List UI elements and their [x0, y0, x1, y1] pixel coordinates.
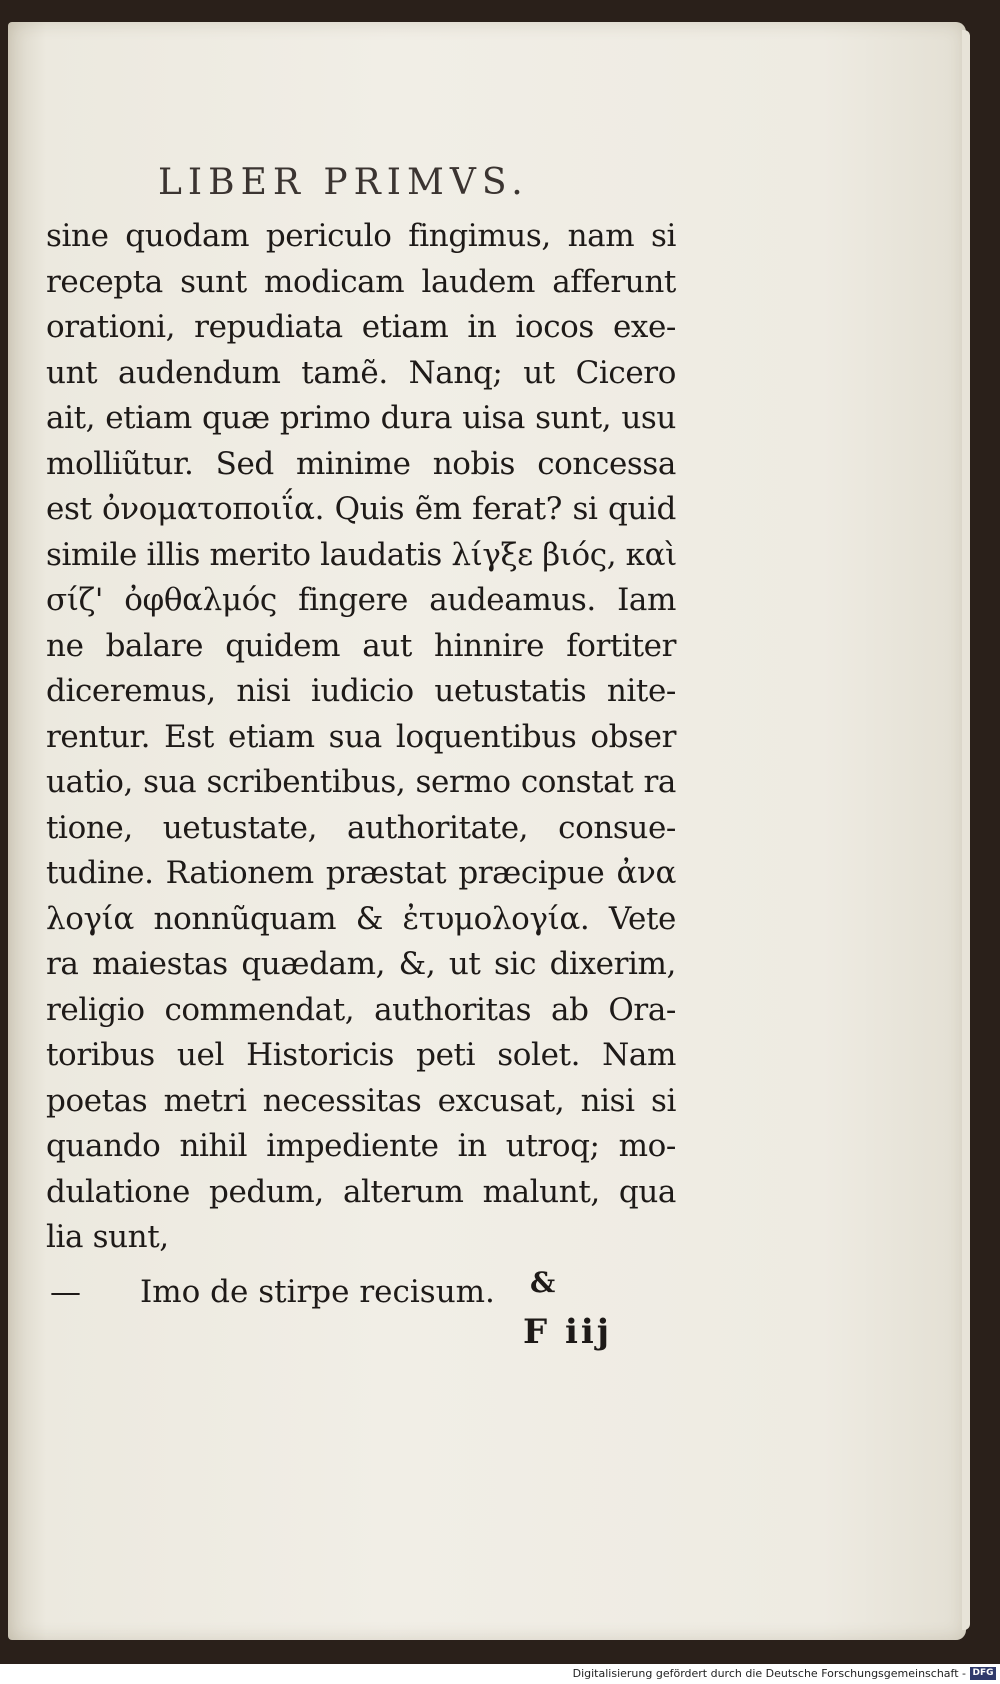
text-line: σίζ' ὀφθαλμός fingere audeamus. Iam [46, 582, 676, 618]
verse-quotation [50, 1274, 495, 1310]
signature-mark: F iij [523, 1312, 613, 1352]
text-line: ait, etiam quæ primo dura uisa sunt, usu [46, 400, 676, 436]
verse-dash: — [50, 1274, 81, 1310]
text-line: recepta sunt modicam laudem afferunt [46, 263, 676, 300]
text-line: quando nihil impediente in utroq; mo- [46, 1128, 676, 1164]
text-line: uatio, sua scribentibus, sermo constat ra [46, 764, 676, 800]
text-line: ra maiestas quædam, &, ut sic dixerim, [46, 946, 676, 982]
footer-bar [0, 1664, 1000, 1684]
text-line: poetas metri necessitas excusat, nisi si [46, 1082, 676, 1119]
text-line: simile illis merito laudatis λίγξε βιός, καὶ [46, 536, 677, 573]
text-line: orationi, repudiata etiam in iocos exe- [46, 309, 676, 345]
text-line: sine quodam periculo fingimus, nam si [46, 218, 676, 254]
text-line: rentur. Est etiam sua loquentibus obser [46, 718, 676, 755]
text-line: est ὀνοματοποιΐα. Quis ẽm ferat? si quid [46, 491, 676, 527]
text-line: ne balare quidem aut hinnire fortiter [46, 627, 676, 664]
dfg-logo-icon: DFG [970, 1667, 996, 1680]
body-text [46, 214, 676, 1261]
funding-credit: Digitalisierung gefördert durch die Deutsche Forschungsgemeinschaft - [572, 1667, 966, 1680]
text-line: tione, uetustate, authoritate, consue- [46, 809, 676, 846]
text-line: lia sunt, [46, 1219, 169, 1255]
running-head: LIBER PRIMVS. [158, 162, 529, 203]
text-line: diceremus, nisi iudicio uetustatis nite- [46, 673, 676, 709]
text-line: unt audendum tamẽ. Nanq; ut Cicero [46, 354, 676, 391]
text-line: dulatione pedum, alterum malunt, qua [46, 1173, 676, 1210]
verse-text: Imo de stirpe recisum. [140, 1274, 495, 1310]
text-line: λογία nonnũquam & ἐτυμολογία. Vete [46, 900, 676, 937]
text-line: toribus uel Historicis peti solet. Nam [46, 1037, 676, 1073]
text-line: religio commendat, authoritas ab Ora- [46, 991, 676, 1028]
book-page [8, 22, 966, 1640]
text-line: molliũtur. Sed minime nobis concessa [46, 445, 676, 482]
text-line: tudine. Rationem præstat præcipue ἀνα [46, 855, 676, 891]
catchword: & [530, 1266, 556, 1299]
